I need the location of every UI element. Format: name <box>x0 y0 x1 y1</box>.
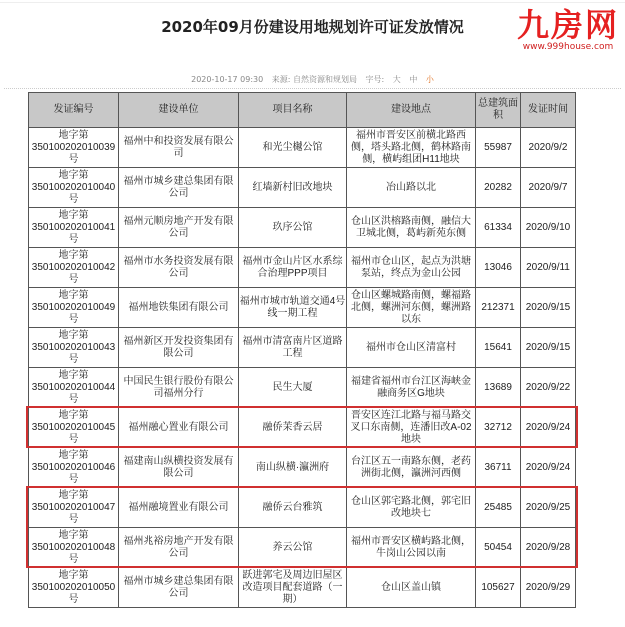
cell-permit-number: 地字第350100202010047号 <box>29 488 119 528</box>
cell-project-name: 养云公馆 <box>239 528 347 568</box>
top-divider <box>0 2 625 3</box>
table-row <box>29 168 576 208</box>
cell-issue-date: 2020/9/7 <box>521 168 576 208</box>
header-developer: 建设单位 <box>119 93 239 128</box>
cell-permit-number: 地字第350100202010046号 <box>29 448 119 488</box>
header-project-name: 项目名称 <box>239 93 347 128</box>
cell-project-name: 民生大厦 <box>239 368 347 408</box>
cell-location: 仓山区螺城路南侧，螺福路北侧，螺洲河东侧，螺洲路以东 <box>347 288 476 328</box>
cell-issue-date: 2020/9/15 <box>521 288 576 328</box>
cell-project-name: 融侨云台雅筑 <box>239 488 347 528</box>
cell-total-floor-area: 25485 <box>476 488 521 528</box>
cell-developer: 福建南山纵横投资发展有限公司 <box>119 448 239 488</box>
cell-issue-date: 2020/9/15 <box>521 328 576 368</box>
table-row <box>29 328 576 368</box>
header-permit-number: 发证编号 <box>29 93 119 128</box>
table-row <box>29 368 576 408</box>
watermark-url: www.999house.com <box>522 42 614 52</box>
table-row <box>29 248 576 288</box>
cell-permit-number: 地字第350100202010044号 <box>29 368 119 408</box>
cell-developer: 福州市城乡建总集团有限公司 <box>119 568 239 608</box>
cell-permit-number: 地字第350100202010049号 <box>29 288 119 328</box>
header-location: 建设地点 <box>347 93 476 128</box>
cell-total-floor-area: 55987 <box>476 128 521 168</box>
cell-permit-number: 地字第350100202010050号 <box>29 568 119 608</box>
cell-project-name: 融侨茉香云居 <box>239 408 347 448</box>
source: 来源: 自然资源和规划局 <box>271 75 357 84</box>
cell-location: 台江区五一南路东侧，老药洲街北侧，瀛洲河西侧 <box>347 448 476 488</box>
cell-developer: 福州地铁集团有限公司 <box>119 288 239 328</box>
cell-location: 冶山路以北 <box>347 168 476 208</box>
cell-permit-number: 地字第350100202010048号 <box>29 528 119 568</box>
cell-permit-number: 地字第350100202010040号 <box>29 168 119 208</box>
cell-permit-number: 地字第350100202010041号 <box>29 208 119 248</box>
cell-project-name: 南山纵横·瀛洲府 <box>239 448 347 488</box>
cell-total-floor-area: 61334 <box>476 208 521 248</box>
cell-total-floor-area: 13689 <box>476 368 521 408</box>
cell-total-floor-area: 13046 <box>476 248 521 288</box>
cell-project-name: 跃进郭宅及周边旧屋区改造项目配套道路（一期） <box>239 568 347 608</box>
cell-location: 福州市晋安区横屿路北侧，牛岗山公园以南 <box>347 528 476 568</box>
divider <box>4 88 621 89</box>
cell-issue-date: 2020/9/24 <box>521 448 576 488</box>
cell-issue-date: 2020/9/24 <box>521 408 576 448</box>
cell-location: 仓山区盖山镇 <box>347 568 476 608</box>
header-issue-date: 发证时间 <box>521 93 576 128</box>
font-size-small[interactable]: 小 <box>425 75 434 84</box>
cell-permit-number: 地字第350100202010039号 <box>29 128 119 168</box>
cell-project-name: 和光尘樾公馆 <box>239 128 347 168</box>
cell-developer: 中国民生银行股份有限公司福州分行 <box>119 368 239 408</box>
cell-issue-date: 2020/9/28 <box>521 528 576 568</box>
cell-project-name: 红墙新村旧改地块 <box>239 168 347 208</box>
table-row <box>29 408 576 448</box>
cell-project-name: 玖序公馆 <box>239 208 347 248</box>
cell-issue-date: 2020/9/10 <box>521 208 576 248</box>
cell-location: 福州市仓山区，起点为洪塘泵站，终点为金山公园 <box>347 248 476 288</box>
cell-issue-date: 2020/9/22 <box>521 368 576 408</box>
table-header <box>29 93 576 128</box>
font-size-large[interactable]: 大 <box>392 75 401 84</box>
table-row <box>29 288 576 328</box>
cell-total-floor-area: 20282 <box>476 168 521 208</box>
table-row <box>29 448 576 488</box>
cell-developer: 福州新区开发投资集团有限公司 <box>119 328 239 368</box>
cell-issue-date: 2020/9/29 <box>521 568 576 608</box>
cell-total-floor-area: 32712 <box>476 408 521 448</box>
cell-developer: 福州融境置业有限公司 <box>119 488 239 528</box>
table-row <box>29 208 576 248</box>
font-size-label: 字号: <box>365 75 385 84</box>
cell-issue-date: 2020/9/11 <box>521 248 576 288</box>
cell-issue-date: 2020/9/2 <box>521 128 576 168</box>
header-total-floor-area: 总建筑面积 <box>476 93 521 128</box>
cell-developer: 福州融心置业有限公司 <box>119 408 239 448</box>
font-size-medium[interactable]: 中 <box>409 75 418 84</box>
watermark <box>517 8 619 52</box>
cell-issue-date: 2020/9/25 <box>521 488 576 528</box>
cell-location: 福州市晋安区前横北路西侧，塔头路北侧，鹤林路南侧，横屿组团H11地块 <box>347 128 476 168</box>
page-title: 2020年09月份建设用地规划许可证发放情况 <box>161 18 464 36</box>
cell-developer: 福州兆裕房地产开发有限公司 <box>119 528 239 568</box>
cell-location: 福建省福州市台江区海峡金融商务区G地块 <box>347 368 476 408</box>
cell-location: 福州市仓山区清富村 <box>347 328 476 368</box>
cell-project-name: 福州市城市轨道交通4号线一期工程 <box>239 288 347 328</box>
cell-location: 晋安区连江北路与福马路交叉口东南侧，连潘旧改A-02地块 <box>347 408 476 448</box>
cell-developer: 福州元顺房地产开发有限公司 <box>119 208 239 248</box>
cell-developer: 福州市城乡建总集团有限公司 <box>119 168 239 208</box>
cell-developer: 福州市水务投资发展有限公司 <box>119 248 239 288</box>
cell-permit-number: 地字第350100202010043号 <box>29 328 119 368</box>
table-row <box>29 128 576 168</box>
publish-datetime: 2020-10-17 09:30 <box>191 75 264 84</box>
article-meta <box>0 74 625 85</box>
cell-total-floor-area: 105627 <box>476 568 521 608</box>
table-row <box>29 528 576 568</box>
cell-permit-number: 地字第350100202010045号 <box>29 408 119 448</box>
watermark-logo: 九房网 <box>516 6 619 44</box>
cell-location: 仓山区郭宅路北侧，郭宅旧改地块七 <box>347 488 476 528</box>
table-row <box>29 488 576 528</box>
cell-project-name: 福州市金山片区水系综合治理PPP项目 <box>239 248 347 288</box>
permit-table <box>28 92 576 608</box>
cell-project-name: 福州市清富南片区道路工程 <box>239 328 347 368</box>
cell-total-floor-area: 212371 <box>476 288 521 328</box>
cell-permit-number: 地字第350100202010042号 <box>29 248 119 288</box>
cell-developer: 福州中和投资发展有限公司 <box>119 128 239 168</box>
cell-total-floor-area: 15641 <box>476 328 521 368</box>
cell-total-floor-area: 50454 <box>476 528 521 568</box>
cell-location: 仓山区洪榕路南侧，融信大卫城北侧，葛屿新苑东侧 <box>347 208 476 248</box>
table-row <box>29 568 576 608</box>
cell-total-floor-area: 36711 <box>476 448 521 488</box>
